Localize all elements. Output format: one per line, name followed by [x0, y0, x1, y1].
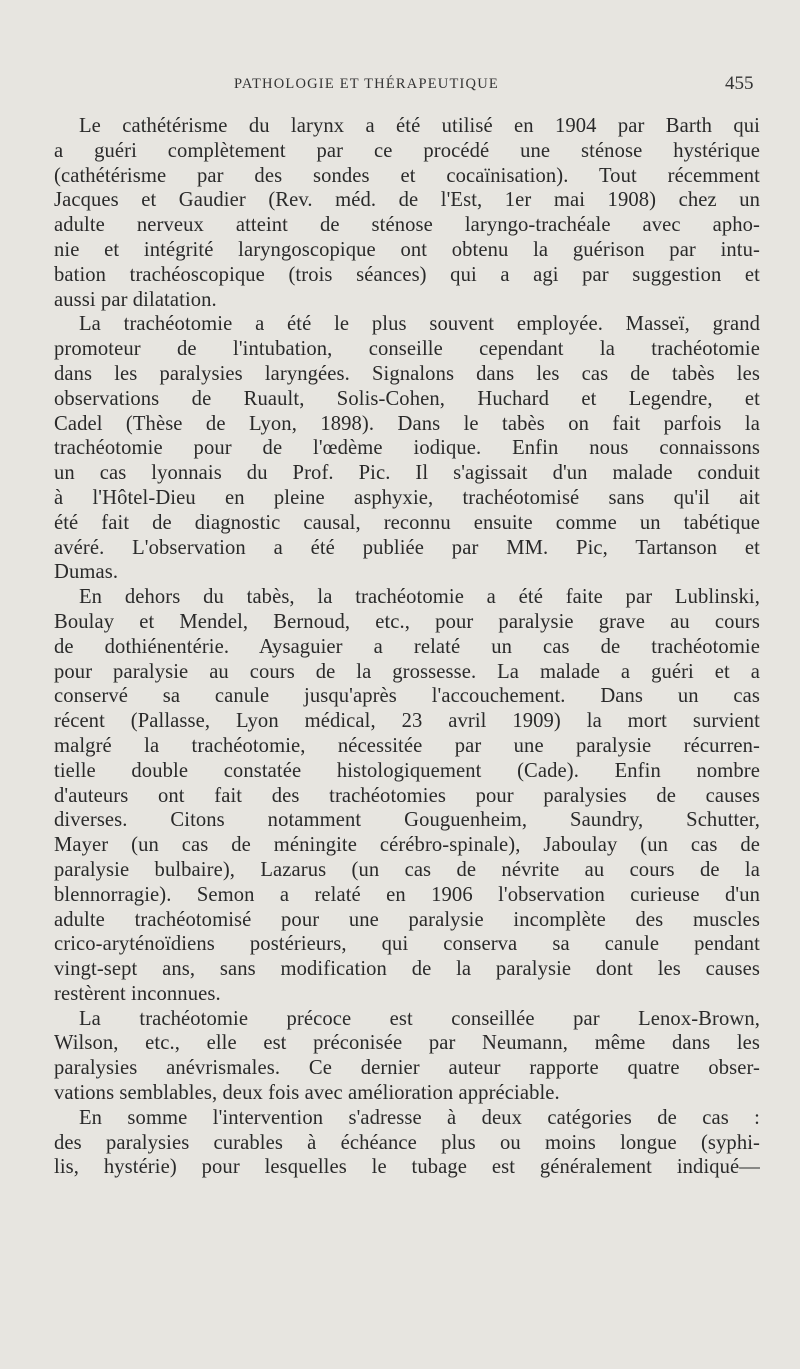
- text-line: crico-aryténoïdiens postérieurs, qui conserva sa canule pendant: [54, 933, 760, 956]
- text-line: diverses. Citons notamment Gouguenheim, Saundry, Schutter,: [54, 809, 760, 832]
- text-line: avéré. L'observation a été publiée par MM. Pic, Tartanson et: [54, 536, 760, 559]
- text-line: paralysie bulbaire), Lazarus (un cas de névrite au cours de la: [54, 858, 760, 881]
- text-line: pour paralysie au cours de la grossesse. La malade a guéri et a: [54, 660, 760, 683]
- running-header: [0, 73, 800, 96]
- text-line: (cathétérisme par des sondes et cocaïnisation). Tout récemment: [54, 164, 760, 187]
- page-number: 455: [725, 73, 754, 94]
- text-line: Jacques et Gaudier (Rev. méd. de l'Est, 1er mai 1908) chez un: [54, 189, 760, 212]
- text-line: observations de Ruault, Solis-Cohen, Huchard et Legendre, et: [54, 387, 760, 410]
- text-line: trachéotomie pour de l'œdème iodique. Enfin nous connaissons: [54, 437, 760, 460]
- text-line: lis, hystérie) pour lesquelles le tubage est généralement indiqué—: [54, 1156, 760, 1179]
- running-header-title: PATHOLOGIE ET THÉRAPEUTIQUE: [234, 76, 499, 92]
- text-line: vingt-sept ans, sans modification de la paralysie dont les causes: [54, 958, 760, 981]
- text-line: malgré la trachéotomie, nécessitée par une paralysie récurren-: [54, 734, 760, 757]
- text-line: restèrent inconnues.: [54, 982, 221, 1005]
- text-line: conservé sa canule jusqu'après l'accouchement. Dans un cas: [54, 685, 760, 708]
- text-line: En dehors du tabès, la trachéotomie a été faite par Lublinski,: [79, 586, 760, 609]
- text-line: d'auteurs ont fait des trachéotomies pour paralysies de causes: [54, 784, 760, 807]
- text-line: La trachéotomie a été le plus souvent employée. Masseï, grand: [79, 313, 760, 336]
- text-line: Mayer (un cas de méningite cérébro-spinale), Jaboulay (un cas de: [54, 834, 760, 857]
- text-line: à l'Hôtel-Dieu en pleine asphyxie, trachéotomisé sans qu'il ait: [54, 486, 760, 509]
- text-line: Le cathétérisme du larynx a été utilisé en 1904 par Barth qui: [79, 115, 760, 137]
- text-line: récent (Pallasse, Lyon médical, 23 avril 1909) la mort survient: [54, 710, 760, 733]
- text-line: été fait de diagnostic causal, reconnu ensuite comme un tabétique: [54, 511, 760, 534]
- text-line: a guéri complètement par ce procédé une sténose hystérique: [54, 139, 760, 162]
- text-line: promoteur de l'intubation, conseille cependant la trachéotomie: [54, 338, 760, 361]
- text-line: Wilson, etc., elle est préconisée par Neumann, même dans les: [54, 1032, 760, 1055]
- text-line: adulte nerveux atteint de sténose laryngo-trachéale avec apho-: [54, 214, 760, 237]
- text-line: La trachéotomie précoce est conseillée par Lenox-Brown,: [79, 1007, 760, 1030]
- text-line: bation trachéoscopique (trois séances) qui a agi par suggestion et: [54, 263, 760, 286]
- text-line: En somme l'intervention s'adresse à deux catégories de cas :: [79, 1106, 760, 1129]
- text-line: paralysies anévrismales. Ce dernier auteur rapporte quatre obser-: [54, 1057, 760, 1080]
- text-line: vations semblables, deux fois avec amélioration appréciable.: [54, 1082, 560, 1105]
- text-line: de dothiénentérie. Aysaguier a relaté un cas de trachéotomie: [54, 635, 760, 658]
- text-line: tielle double constatée histologiquement (Cade). Enfin nombre: [54, 759, 760, 782]
- text-line: blennorragie). Semon a relaté en 1906 l'observation curieuse d'un: [54, 883, 760, 906]
- text-line: dans les paralysies laryngées. Signalons dans les cas de tabès les: [54, 362, 760, 385]
- text-line: aussi par dilatation.: [54, 288, 217, 311]
- body-text: [54, 114, 760, 1180]
- text-line: Boulay et Mendel, Bernoud, etc., pour paralysie grave au cours: [54, 610, 760, 633]
- text-line: adulte trachéotomisé pour une paralysie incomplète des muscles: [54, 908, 760, 931]
- text-line: des paralysies curables à échéance plus ou moins longue (syphi-: [54, 1131, 760, 1154]
- text-line: nie et intégrité laryngoscopique ont obtenu la guérison par intu-: [54, 238, 760, 261]
- text-line: Cadel (Thèse de Lyon, 1898). Dans le tabès on fait parfois la: [54, 412, 760, 435]
- text-line: un cas lyonnais du Prof. Pic. Il s'agissait d'un malade conduit: [54, 462, 760, 485]
- text-line: Dumas.: [54, 561, 119, 584]
